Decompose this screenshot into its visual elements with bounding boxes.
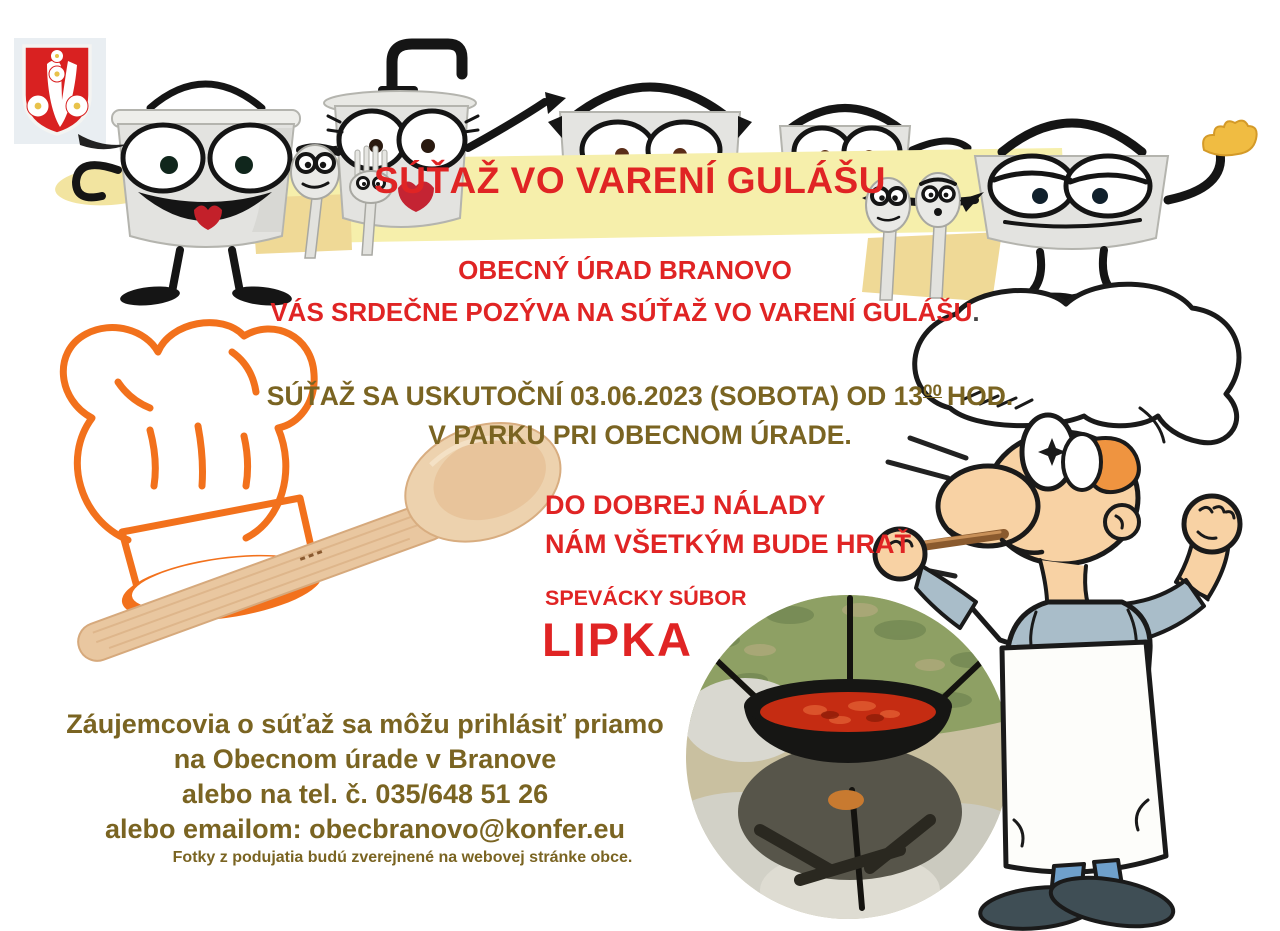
event-line2: V PARKU PRI OBECNOM ÚRADE. (428, 420, 852, 450)
event-details (100, 371, 1180, 455)
goulash-pot-photo (647, 595, 1040, 930)
choir-label: SPEVÁCKY SÚBOR (545, 586, 747, 610)
choir-name: LIPKA (542, 613, 693, 666)
contact-info (40, 707, 690, 847)
poster-title: SÚŤAŽ VO VARENÍ GULÁŠU (374, 160, 886, 201)
music-line1: DO DOBREJ NÁLADY (545, 490, 826, 520)
contact-line2: na Obecnom úrade v Branove (173, 744, 557, 774)
contact-line3: alebo na tel. č. 035/648 51 26 (181, 779, 549, 809)
contact-line4: alebo emailom: obecbranovo@konfer.eu (105, 814, 625, 844)
invitation-text (180, 249, 1070, 333)
time-superscript: 00 (923, 381, 942, 400)
coat-of-arms (14, 38, 128, 149)
contact-line1: Záujemcovia o súťaž sa môžu prihlásiť priamo (66, 709, 664, 739)
event-line1: SÚŤAŽ SA USKUTOČNÍ 03.06.2023 (SOBOTA) OD $13^{00}$ HOD. (266, 381, 1014, 411)
music-line2: NÁM VŠETKÝM BUDE HRAŤ (545, 529, 912, 559)
footnote: Fotky z podujatia budú zverejnené na webovej stránke obce. (172, 849, 633, 866)
music-text (545, 486, 911, 564)
invitation-line1: OBECNÝ ÚRAD BRANOVO (458, 255, 792, 285)
invitation-line2: VÁS SRDEČNE POZÝVA NA SÚŤAŽ VO VARENÍ GULÁŠU. (270, 297, 980, 327)
